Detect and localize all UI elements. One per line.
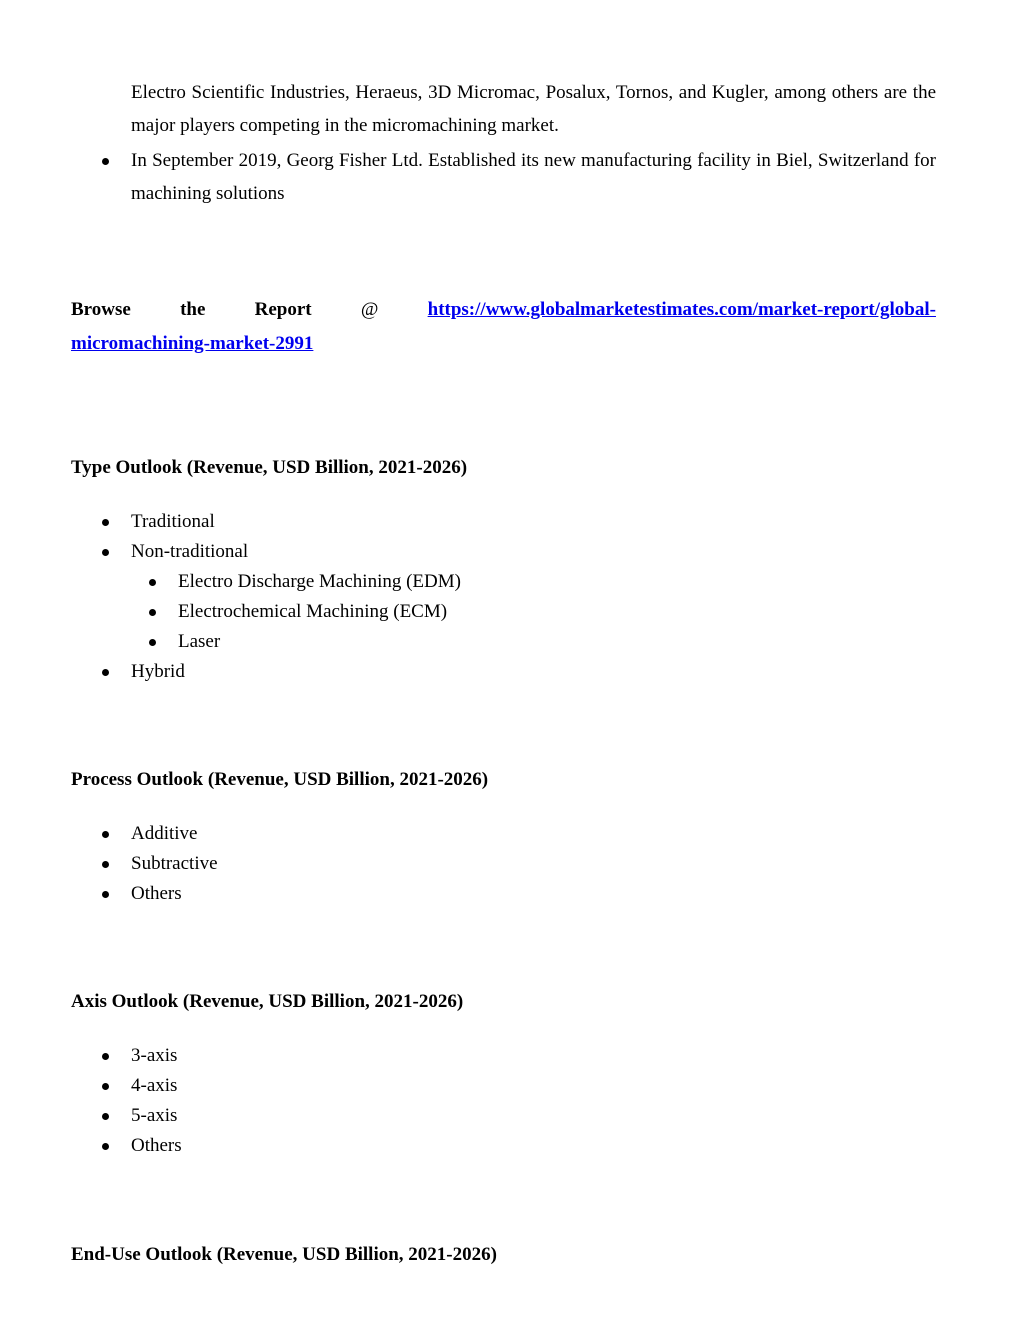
news-bullet-line-2: machining solutions xyxy=(131,183,285,204)
bullet-icon xyxy=(102,1143,109,1150)
news-bullet-line-1: In September 2019, Georg Fisher Ltd. Established its new manufacturing facility in Biel, Switzerland for xyxy=(131,150,936,171)
sub-list-item: Electro Discharge Machining (EDM) xyxy=(178,571,461,592)
bullet-icon xyxy=(102,158,109,165)
bullet-icon xyxy=(149,639,156,646)
intro-paragraph-line-2: major players competing in the micromachining market. xyxy=(131,115,559,136)
bullet-icon xyxy=(102,1083,109,1090)
list-item: 4-axis xyxy=(131,1075,178,1096)
axis-outlook-heading: Axis Outlook (Revenue, USD Billion, 2021-2026) xyxy=(71,991,464,1012)
the-word: the xyxy=(180,299,206,320)
bullet-icon xyxy=(149,579,156,586)
bullet-icon xyxy=(102,861,109,868)
bullet-icon xyxy=(149,609,156,616)
list-item: 3-axis xyxy=(131,1045,178,1066)
report-link-part-1[interactable]: https://www.globalmarketestimates.com/market-report/global- xyxy=(427,299,936,320)
bullet-icon xyxy=(102,1113,109,1120)
list-item: Hybrid xyxy=(131,661,185,682)
bullet-icon xyxy=(102,831,109,838)
report-link-part-2[interactable]: micromachining-market-2991 xyxy=(71,333,314,354)
sub-list-item: Electrochemical Machining (ECM) xyxy=(178,601,448,622)
process-outlook-heading: Process Outlook (Revenue, USD Billion, 2021-2026) xyxy=(71,769,489,790)
list-item: Others xyxy=(131,883,182,904)
list-item: Additive xyxy=(131,823,198,844)
bullet-icon xyxy=(102,669,109,676)
list-item: Traditional xyxy=(131,511,215,532)
list-item: 5-axis xyxy=(131,1105,178,1126)
enduse-outlook-heading: End-Use Outlook (Revenue, USD Billion, 2021-2026) xyxy=(71,1244,497,1265)
type-outlook-heading: Type Outlook (Revenue, USD Billion, 2021-2026) xyxy=(71,457,468,478)
browse-report-row xyxy=(71,299,936,321)
list-item: Others xyxy=(131,1135,182,1156)
browse-word: Browse xyxy=(71,299,131,320)
intro-paragraph-line-1: Electro Scientific Industries, Heraeus, 3D Micromac, Posalux, Tornos, and Kugler, among others are the xyxy=(131,82,936,103)
bullet-icon xyxy=(102,519,109,526)
at-symbol: @ xyxy=(360,299,379,320)
report-word: Report xyxy=(254,299,312,320)
list-item: Non-traditional xyxy=(131,541,249,562)
bullet-icon xyxy=(102,1053,109,1060)
bullet-icon xyxy=(102,891,109,898)
sub-list-item: Laser xyxy=(178,631,221,652)
list-item: Subtractive xyxy=(131,853,218,874)
bullet-icon xyxy=(102,549,109,556)
